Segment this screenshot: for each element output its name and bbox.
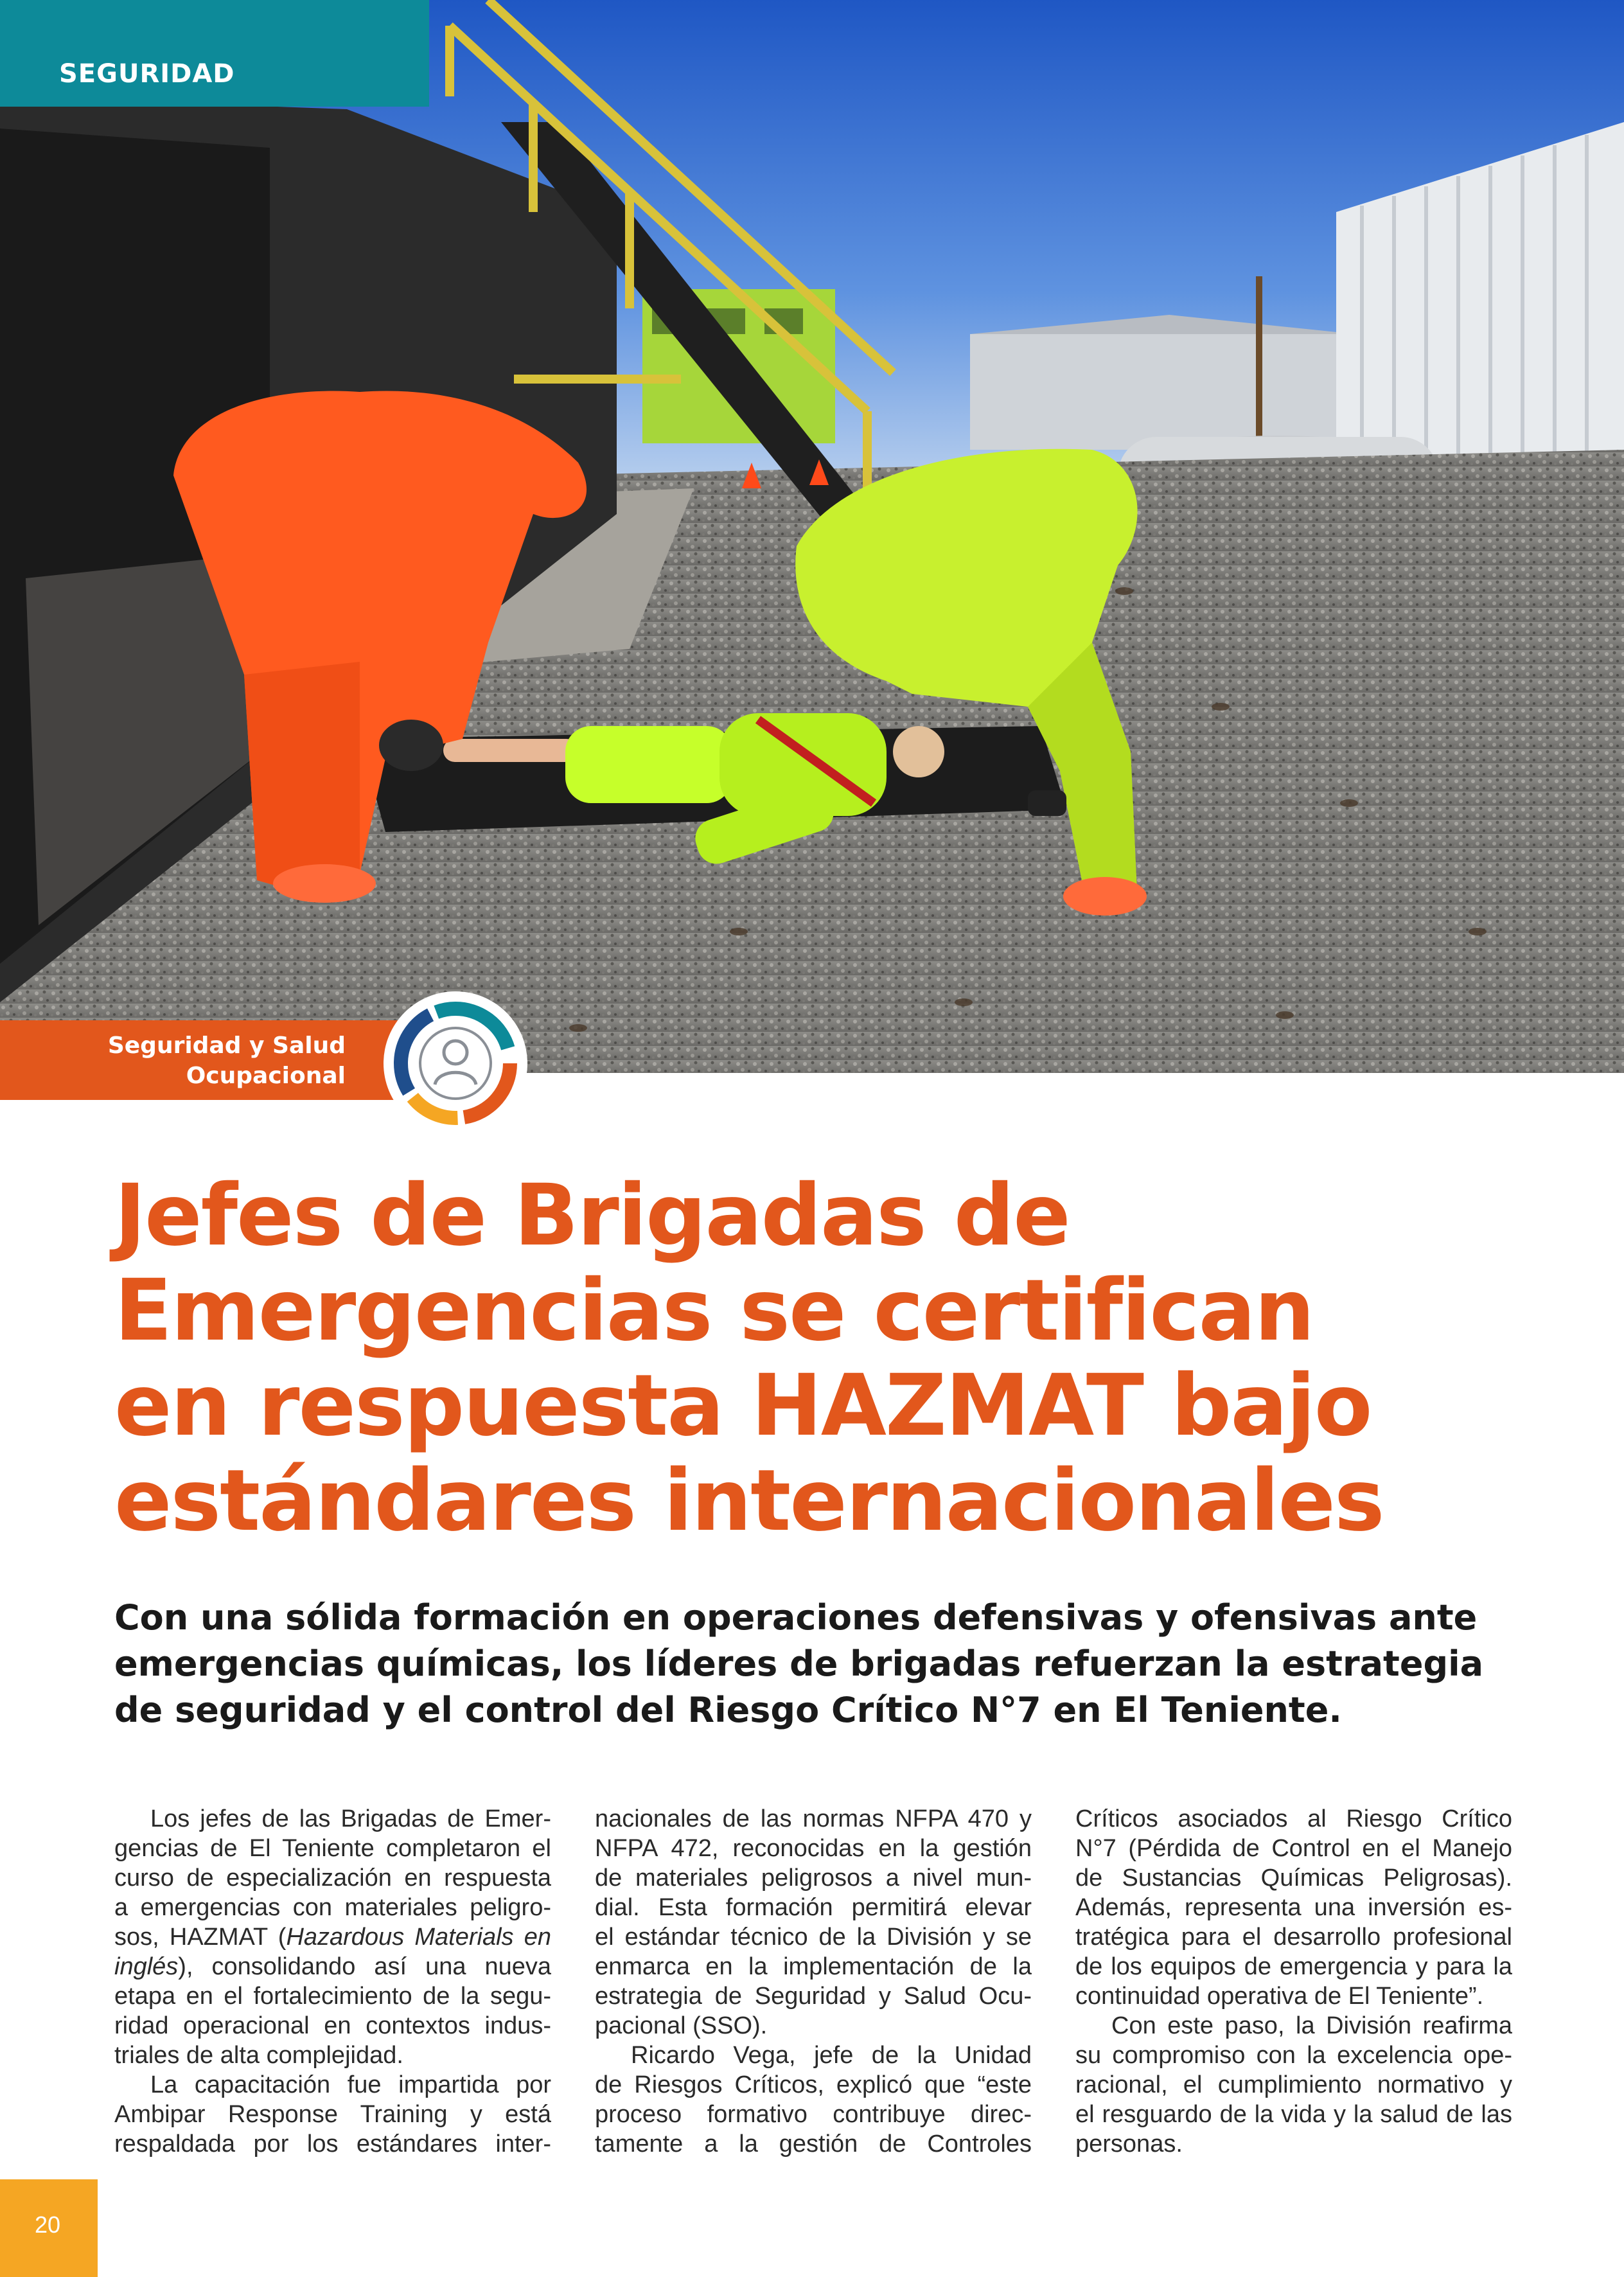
body-text-italic: inglés xyxy=(114,1953,179,1980)
body-line: Los jefes de las Brigadas de Emer- xyxy=(150,1805,551,1832)
body-line: La capacitación fue impartida por xyxy=(150,2071,551,2098)
occupational-health-logo-icon xyxy=(380,988,531,1138)
body-line: triales de alta complejidad. xyxy=(114,2042,403,2069)
category-band xyxy=(0,1020,418,1100)
section-label: SEGURIDAD xyxy=(59,59,235,89)
body-text: sos, HAZMAT ( xyxy=(114,1924,287,1951)
body-line: continuidad operativa de El Teniente”. xyxy=(1075,1983,1484,2010)
body-line: el estándar técnico de la División y se xyxy=(595,1924,1032,1951)
body-line: Con este paso, la División reafirma xyxy=(1111,2012,1512,2039)
hero-photo xyxy=(0,0,1624,1073)
body-line: curso de especialización en respuesta xyxy=(114,1865,551,1892)
body-line xyxy=(114,1922,551,1952)
subtitle-line: Con una sólida formación en operaciones defensivas y ofensivas ante xyxy=(114,1597,1478,1638)
body-line: N°7 (Pérdida de Control en el Manejo xyxy=(1075,1835,1512,1862)
section-tab xyxy=(0,0,429,107)
body-line: de los equipos de emergencia y para la xyxy=(1075,1953,1512,1980)
body-line: dial. Esta formación permitirá elevar xyxy=(595,1894,1032,1921)
article-headline xyxy=(114,1168,1566,1548)
body-line: estrategia de Seguridad y Salud Ocu- xyxy=(595,1983,1032,2010)
body-line: personas. xyxy=(1075,2131,1183,2157)
body-paragraph xyxy=(1075,2011,1512,2159)
body-line: el resguardo de la vida y la salud de las xyxy=(1075,2101,1512,2128)
body-line: de Riesgos Críticos, explicó que “este xyxy=(595,2071,1032,2098)
body-text: ), consolidando así una nueva xyxy=(178,1953,551,1980)
headline-line: Emergencias se certifican xyxy=(114,1261,1314,1360)
body-paragraph xyxy=(595,2041,1032,2159)
category-label-line2: Ocupacional xyxy=(186,1063,346,1089)
body-line: NFPA 472, reconocidas en la gestión xyxy=(595,1835,1032,1862)
article-subtitle xyxy=(114,1595,1553,1733)
body-paragraph xyxy=(1075,1804,1512,2011)
body-line: tratégica para el desarrollo profesional xyxy=(1075,1924,1512,1951)
page-number-box xyxy=(0,2179,98,2277)
category-label-line1: Seguridad y Salud xyxy=(107,1032,346,1059)
body-line: Ricardo Vega, jefe de la Unidad xyxy=(631,2042,1032,2069)
body-paragraph xyxy=(114,1804,551,2070)
article-body xyxy=(114,1804,1512,2164)
body-line: Críticos asociados al Riesgo Crítico xyxy=(1075,1805,1512,1832)
body-line: gencias de El Teniente completaron el xyxy=(114,1835,551,1862)
body-line: respaldada por los estándares inter- xyxy=(114,2131,551,2157)
body-line: a emergencias con materiales peligro- xyxy=(114,1894,551,1921)
body-text-italic: Hazardous Materials en xyxy=(286,1924,551,1951)
body-line: su compromiso con la excelencia ope- xyxy=(1075,2042,1512,2069)
body-column-3 xyxy=(1075,1804,1512,2159)
body-line xyxy=(114,1952,551,1981)
body-line: nacionales de las normas NFPA 470 y xyxy=(595,1805,1032,1832)
page-number: 20 xyxy=(35,2211,61,2238)
body-line: de materiales peligrosos a nivel mun- xyxy=(595,1865,1032,1892)
body-paragraph xyxy=(595,1804,1032,2041)
body-line: proceso formativo contribuye direc- xyxy=(595,2101,1032,2128)
subtitle-line: emergencias químicas, los líderes de brigadas refuerzan la estrategia xyxy=(114,1644,1484,1684)
headline-line: Jefes de Brigadas de xyxy=(114,1166,1070,1265)
subtitle-line: de seguridad y el control del Riesgo Crítico N°7 en El Teniente. xyxy=(114,1690,1342,1730)
body-line: ridad operacional en contextos indus- xyxy=(114,2012,551,2039)
body-line: Ambipar Response Training y está xyxy=(114,2101,551,2128)
body-line: pacional (SSO). xyxy=(595,2012,768,2039)
body-column-1 xyxy=(114,1804,551,2159)
category-label xyxy=(108,1031,346,1091)
body-line: racional, el cumplimiento normativo y xyxy=(1075,2071,1512,2098)
body-line: etapa en el fortalecimiento de la segu- xyxy=(114,1983,551,2010)
body-paragraph xyxy=(114,2070,551,2159)
body-column-2 xyxy=(595,1804,1032,2159)
headline-line: estándares internacionales xyxy=(114,1451,1384,1550)
body-line: tamente a la gestión de Controles xyxy=(595,2131,1032,2157)
body-line: de Sustancias Químicas Peligrosas). xyxy=(1075,1865,1512,1892)
body-line: Además, representa una inversión es- xyxy=(1075,1894,1512,1921)
headline-line: en respuesta HAZMAT bajo xyxy=(114,1356,1372,1455)
body-line: enmarca en la implementación de la xyxy=(595,1953,1032,1980)
